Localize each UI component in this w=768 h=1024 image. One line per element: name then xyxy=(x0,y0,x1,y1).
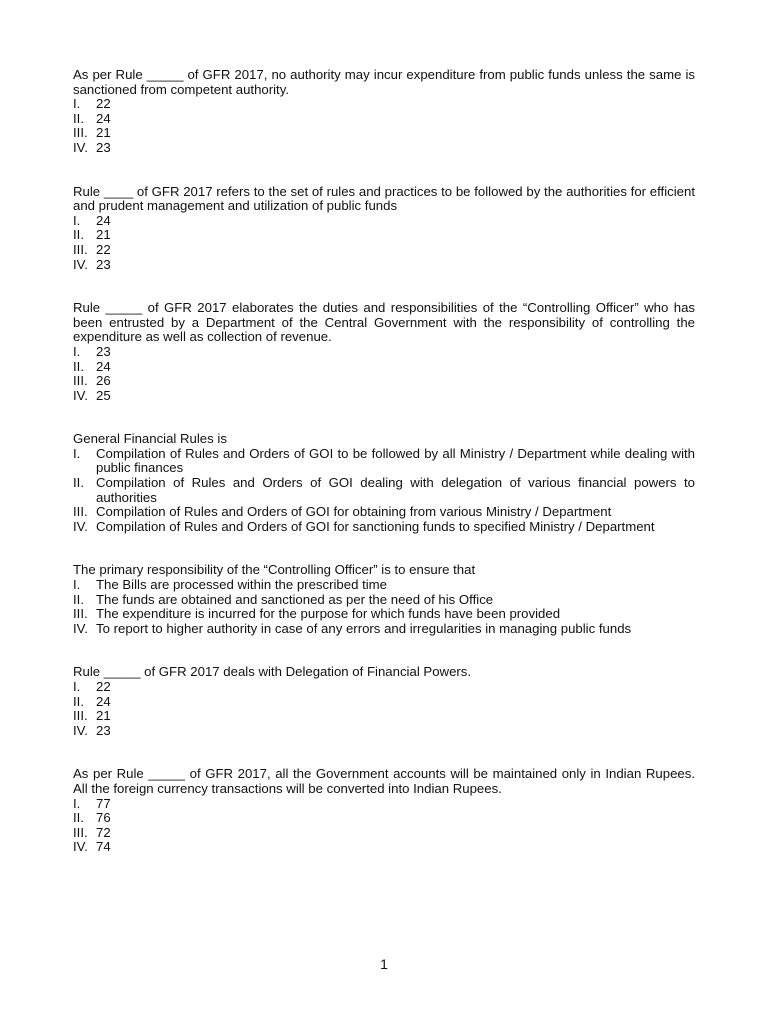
option-text: The Bills are processed within the prescribed time xyxy=(96,577,387,593)
option-number: IV. xyxy=(73,139,88,155)
option-item xyxy=(73,447,695,476)
option-item xyxy=(73,505,695,520)
option-item xyxy=(73,520,695,535)
option-item xyxy=(73,840,695,855)
question-text: As per Rule _____ of GFR 2017, all the Government accounts will be maintained only in Indian Rupees. All the foreign currency transactions will be converted into Indian Rupees. xyxy=(73,766,695,796)
option-list xyxy=(73,447,695,535)
option-text: 24 xyxy=(96,358,111,374)
option-item xyxy=(73,389,695,404)
option-item xyxy=(73,112,695,127)
option-item xyxy=(73,374,695,389)
option-item xyxy=(73,141,695,156)
option-item xyxy=(73,243,695,258)
option-text: 24 xyxy=(96,212,111,228)
question-text: General Financial Rules is xyxy=(73,431,227,447)
option-number: III. xyxy=(73,373,88,389)
option-text: 22 xyxy=(96,241,111,257)
option-text: Compilation of Rules and Orders of GOI for sanctioning funds to specified Ministry / Department xyxy=(96,518,655,534)
question-1 xyxy=(73,68,695,156)
option-text: To report to higher authority in case of any errors and irregularities in managing public funds xyxy=(96,620,632,636)
option-number: II. xyxy=(73,110,84,126)
option-list xyxy=(73,97,695,155)
option-item xyxy=(73,578,695,593)
option-number: III. xyxy=(73,708,88,724)
option-item xyxy=(73,214,695,229)
question-3 xyxy=(73,301,695,403)
option-number: III. xyxy=(73,824,88,840)
option-list xyxy=(73,680,695,738)
option-item xyxy=(73,126,695,141)
option-number: I. xyxy=(73,795,81,811)
option-item xyxy=(73,826,695,841)
spacer xyxy=(73,738,695,767)
option-text: 23 xyxy=(96,343,111,359)
option-text: 24 xyxy=(96,110,111,126)
option-item xyxy=(73,345,695,360)
option-text: 22 xyxy=(96,96,111,112)
option-number: IV. xyxy=(73,620,88,636)
option-list xyxy=(73,578,695,636)
option-text: 76 xyxy=(96,810,111,826)
option-list xyxy=(73,797,695,855)
spacer xyxy=(73,156,695,185)
document-page xyxy=(73,68,695,855)
option-text: 77 xyxy=(96,795,111,811)
option-number: I. xyxy=(73,96,81,112)
option-item xyxy=(73,797,695,812)
option-number: I. xyxy=(73,212,81,228)
option-text: 72 xyxy=(96,824,111,840)
option-text: 74 xyxy=(96,839,111,855)
option-number: IV. xyxy=(73,387,88,403)
option-number: II. xyxy=(73,227,84,243)
option-text: The funds are obtained and sanctioned as per the need of his Office xyxy=(96,591,494,607)
option-text: 23 xyxy=(96,256,111,272)
option-item xyxy=(73,607,695,622)
option-item xyxy=(73,709,695,724)
option-item xyxy=(73,622,695,637)
question-5 xyxy=(73,563,695,636)
option-item xyxy=(73,680,695,695)
page-number: 1 xyxy=(380,956,388,972)
option-item xyxy=(73,724,695,739)
question-7 xyxy=(73,767,695,855)
option-number: I. xyxy=(73,445,81,461)
option-text: 21 xyxy=(96,227,111,243)
option-number: IV. xyxy=(73,256,88,272)
option-text: 23 xyxy=(96,139,111,155)
option-number: I. xyxy=(73,577,81,593)
option-item xyxy=(73,476,695,505)
option-item xyxy=(73,228,695,243)
option-item xyxy=(73,97,695,112)
option-number: III. xyxy=(73,504,88,520)
question-4 xyxy=(73,432,695,534)
option-number: II. xyxy=(73,358,84,374)
option-number: IV. xyxy=(73,518,88,534)
option-text: The expenditure is incurred for the purpose for which funds have been provided xyxy=(96,606,561,622)
option-text: 26 xyxy=(96,373,111,389)
option-number: III. xyxy=(73,606,88,622)
option-number: I. xyxy=(73,343,81,359)
option-number: III. xyxy=(73,241,88,257)
option-text: 25 xyxy=(96,387,111,403)
question-text: Rule _____ of GFR 2017 elaborates the duties and responsibilities of the “Controlling Officer” who has been entrusted by a Department of the Central Government with the responsibility of controlling the expenditure as well as collection of revenue. xyxy=(73,300,695,345)
option-text: Compilation of Rules and Orders of GOI for obtaining from various Ministry / Department xyxy=(96,504,612,520)
option-text: Compilation of Rules and Orders of GOI dealing with delegation of various financial powers to authorities xyxy=(96,475,695,505)
option-item xyxy=(73,811,695,826)
option-list xyxy=(73,214,695,272)
question-6 xyxy=(73,665,695,738)
option-number: IV. xyxy=(73,839,88,855)
option-number: II. xyxy=(73,810,84,826)
option-number: II. xyxy=(73,693,84,709)
option-text: 22 xyxy=(96,679,111,694)
question-text: Rule ____ of GFR 2017 refers to the set of rules and practices to be followed by the authorities for efficient and prudent management and utilization of public funds xyxy=(73,183,695,214)
option-item xyxy=(73,593,695,608)
spacer xyxy=(73,272,695,301)
option-number: II. xyxy=(73,591,84,607)
option-number: I. xyxy=(73,679,81,694)
question-2 xyxy=(73,185,695,273)
spacer xyxy=(73,534,695,563)
option-number: IV. xyxy=(73,722,88,738)
question-text: The primary responsibility of the “Controlling Officer” is to ensure that xyxy=(73,562,476,578)
question-text: As per Rule _____ of GFR 2017, no authority may incur expenditure from public funds unless the same is sanctioned from competent authority. xyxy=(73,67,695,97)
option-number: III. xyxy=(73,125,88,141)
option-text: 24 xyxy=(96,693,111,709)
option-item xyxy=(73,258,695,273)
spacer xyxy=(73,636,695,665)
option-text: 21 xyxy=(96,708,111,724)
option-list xyxy=(73,345,695,403)
option-text: Compilation of Rules and Orders of GOI to be followed by all Ministry / Department while dealing with public finances xyxy=(96,445,695,476)
question-text: Rule _____ of GFR 2017 deals with Delegation of Financial Powers. xyxy=(73,664,472,680)
option-item xyxy=(73,360,695,375)
option-item xyxy=(73,695,695,710)
spacer xyxy=(73,403,695,432)
option-text: 23 xyxy=(96,722,111,738)
option-number: II. xyxy=(73,475,84,491)
option-text: 21 xyxy=(96,125,111,141)
